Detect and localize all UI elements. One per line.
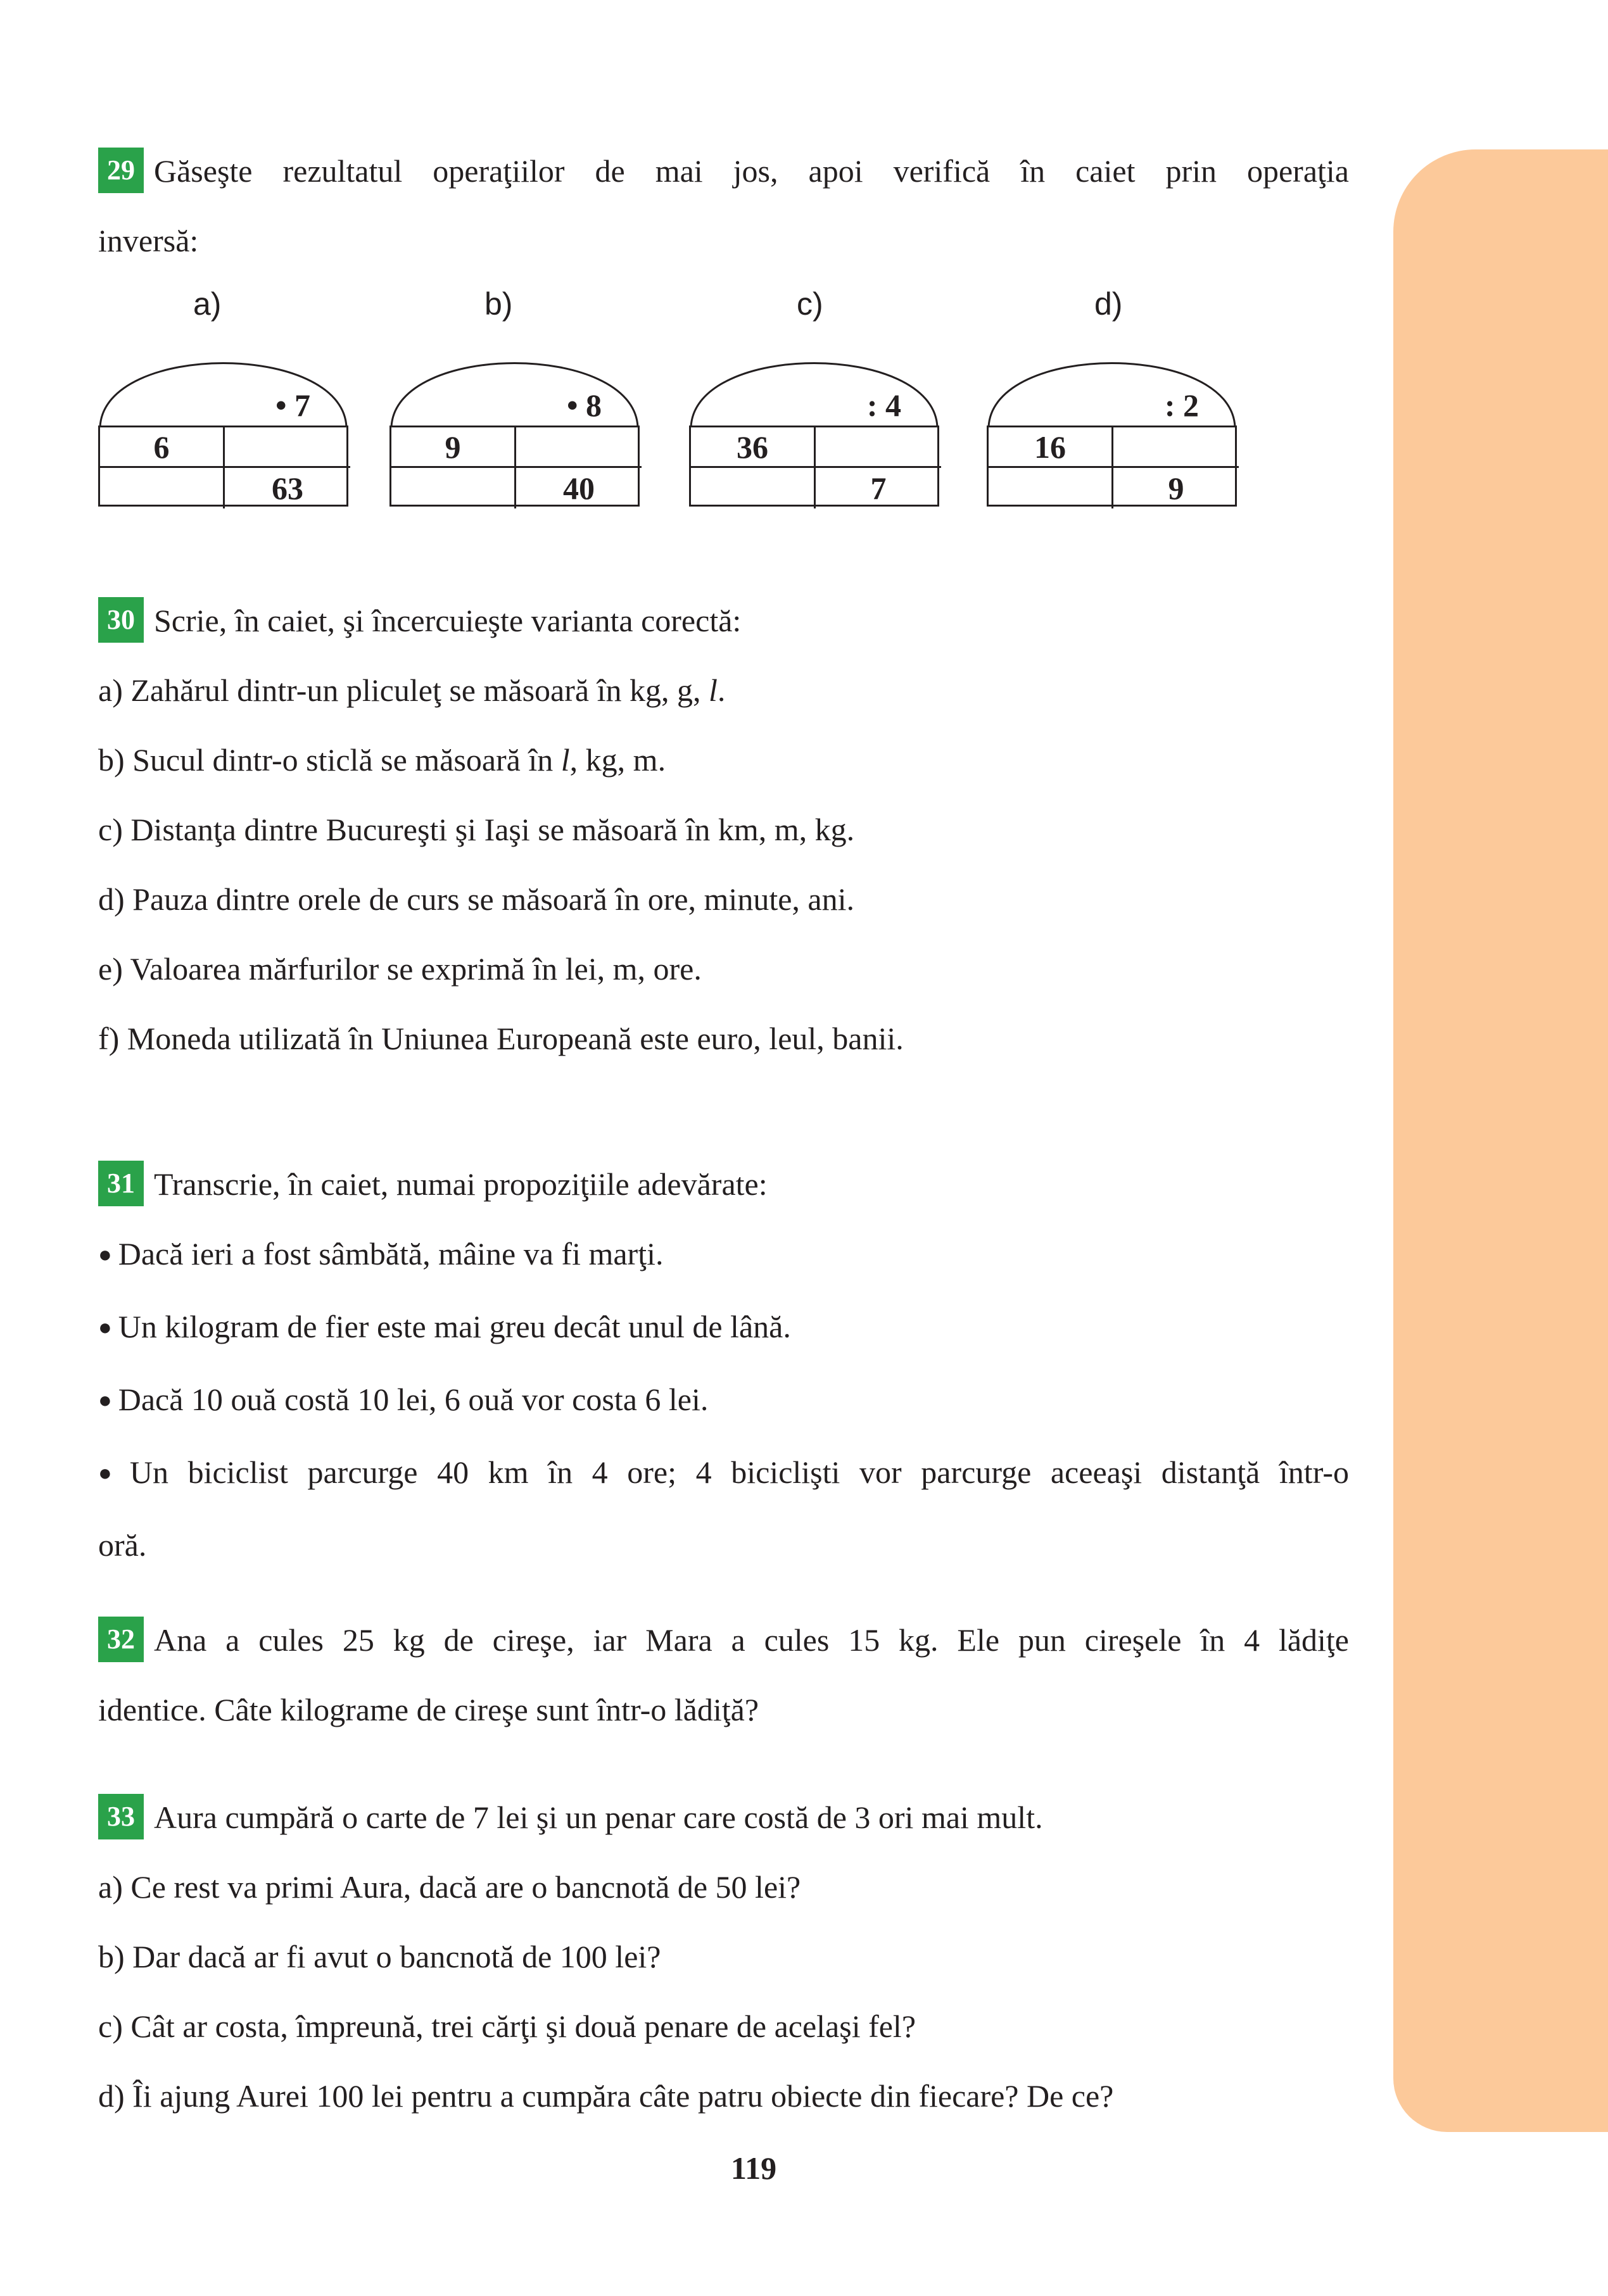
statement-text: Un kilogram de fier este mai greu decât unul de lână. [118,1309,791,1344]
bullet-icon: ● [98,1387,112,1413]
answer-option-f: f) Moneda utilizată în Uniunea Europeană este euro, leul, banii. [98,1021,904,1056]
problem-text: Aura cumpără o carte de 7 lei şi un penar care costă de 3 ori mai mult. [154,1800,1043,1835]
exercise-instruction: Găseşte rezultatul operaţiilor de mai jos, apoi verifică în caiet prin operaţia [154,153,1349,189]
operation-grid [389,426,640,507]
option-text: a) Zahărul dintr-un pliculeţ se măsoară în kg, g, [98,672,709,708]
operation-diagram-a [98,285,348,507]
exercise-instruction-continued: inversă: [98,223,199,258]
problem-text: Ana a cules 25 kg de cireşe, iar Mara a cules 15 kg. Ele pun cireşele în 4 lădiţe [154,1622,1349,1658]
statement-text: Un biciclist parcurge 40 km în 4 ore; 4 biciclişti vor parcurge aceeaşi distanţă într-o [129,1454,1349,1490]
option-text-end: . [717,672,726,708]
dome-shape [389,329,640,427]
dome-shape [98,329,348,427]
answer-option-a [98,655,1349,725]
question-b: b) Dar dacă ar fi avut o bancnotă de 100 lei? [98,1939,661,1974]
option-text: b) Sucul dintr-o sticlă se măsoară în [98,742,561,778]
bullet-icon: ● [98,1242,112,1267]
grid-cell-given: 9 [1168,470,1184,506]
grid-cell-result [225,427,350,468]
option-unit-litre: l [708,672,718,708]
grid-cell-result [516,427,642,468]
question-c: c) Cât ar costa, împreună, trei cărţi şi două penare de acelaşi fel? [98,2009,916,2044]
statement-3 [98,1365,1349,1437]
diagram-letter: d) [1094,286,1123,322]
grid-cell-result [816,427,941,468]
grid-cell-input: 6 [100,427,225,468]
exercise-33 [98,1782,1349,2131]
bullet-icon: ● [98,1460,123,1485]
dome-shape [987,329,1237,427]
operation-grid [987,426,1237,507]
statement-4-continued: oră. [98,1527,147,1563]
page-number: 119 [730,2150,777,2186]
exercise-number-badge: 30 [98,597,144,643]
answer-option-b [98,725,1349,795]
exercise-29 [98,136,1349,275]
exercise-32 [98,1605,1349,1744]
grid-cell-missing [100,468,225,508]
dome-shape [689,329,939,427]
bullet-icon: ● [98,1315,112,1340]
question-d: d) Îi ajung Aurei 100 lei pentru a cumpăra câte patru obiecte din fiecare? De ce? [98,2078,1114,2114]
exercise-instruction: Transcrie, în caiet, numai propoziţiile adevărate: [154,1166,768,1202]
exercise-number-badge: 33 [98,1794,144,1839]
operation-diagram-d [987,285,1237,507]
operation-grid [689,426,939,507]
grid-cell-missing [391,468,516,508]
statement-4 [98,1437,1349,1510]
exercise-30 [98,586,1349,1073]
operation-diagram-c [689,285,939,507]
grid-cell-input: 9 [391,427,516,468]
exercise-31 [98,1149,1349,1580]
exercise-instruction: Scrie, în caiet, şi încercuieşte varianta corectă: [154,603,742,638]
grid-cell-given: 7 [870,470,887,506]
operation-label: : 4 [866,388,901,423]
statement-1 [98,1219,1349,1292]
grid-cell-given: 63 [272,470,303,506]
question-a: a) Ce rest va primi Aura, dacă are o bancnotă de 50 lei? [98,1869,801,1905]
operation-label: : 2 [1164,388,1199,423]
answer-option-c: c) Distanţa dintre Bucureşti şi Iaşi se măsoară în km, m, kg. [98,812,855,847]
grid-cell-input: 16 [989,427,1113,468]
exercise-number-badge: 29 [98,148,144,193]
grid-cell-missing [691,468,816,508]
diagram-letter: c) [797,286,823,322]
statement-text: Dacă ieri a fost sâmbătă, mâine va fi marţi. [118,1236,664,1271]
exercise-number-badge: 31 [98,1161,144,1206]
grid-cell-result [1113,427,1239,468]
grid-cell-input: 36 [691,427,816,468]
operation-label: • 8 [566,388,602,423]
option-text-end: , kg, m. [569,742,666,778]
option-unit-litre: l [560,742,570,778]
answer-option-d: d) Pauza dintre orele de curs se măsoară în ore, minute, ani. [98,881,854,917]
grid-cell-missing [989,468,1113,508]
problem-text-continued: identice. Câte kilograme de cireşe sunt într-o lădiţă? [98,1692,759,1727]
operation-diagram-b [389,285,640,507]
answer-option-e: e) Valoarea mărfurilor se exprimă în lei, m, ore. [98,951,702,987]
operation-label: • 7 [275,388,310,423]
operation-grid [98,426,348,507]
exercise-number-badge: 32 [98,1617,144,1662]
statement-text: Dacă 10 ouă costă 10 lei, 6 ouă vor costa 6 lei. [118,1382,709,1417]
statement-2 [98,1292,1349,1365]
side-margin-tab [1393,149,1608,2132]
diagram-letter: a) [193,286,222,322]
diagram-letter: b) [484,286,513,322]
grid-cell-given: 40 [563,470,595,506]
